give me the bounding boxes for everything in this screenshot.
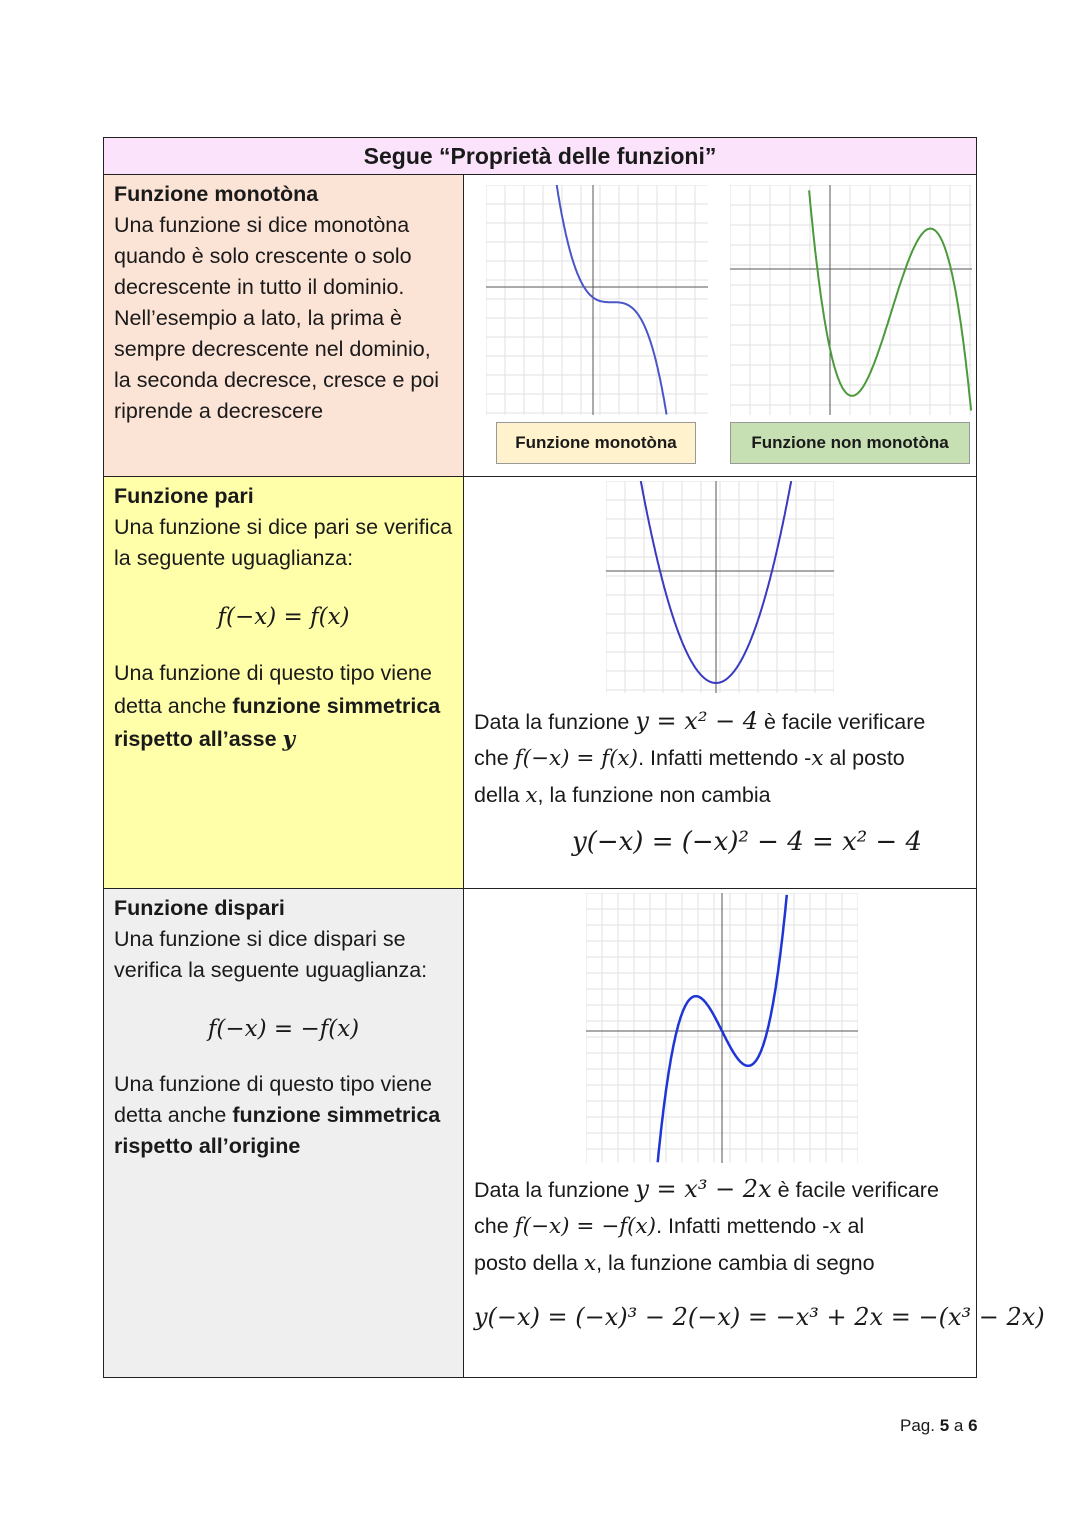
pari-description [104,477,464,889]
dispari-explanation [474,1171,974,1282]
dispari-heading: Funzione dispari [114,896,285,920]
footer-page: 5 [939,1416,950,1435]
dispari-description [104,889,464,1377]
page-number [900,1416,978,1436]
dispari-explain-d: . Infatti mettendo - [656,1214,830,1238]
label-monotona: Funzione monotòna [496,422,696,464]
pari-text2-bold: funzione simmetrica rispetto all’asse [114,694,441,751]
pari-example [464,477,976,889]
pari-text2: Una funzione di questo tipo viene detta anche [114,661,432,718]
footer-total: 6 [968,1416,978,1435]
parabola-graph [606,481,834,693]
page-title: Segue “Proprietà delle funzioni” [104,138,976,175]
dispari-explain-x: x [829,1214,842,1239]
dispari-explain-g: , la funzione cambia di segno [596,1251,875,1275]
footer-mid: a [949,1416,969,1435]
non-monotone-graph [730,185,972,415]
pari-formula: f(−x) = f(x) [217,604,350,630]
pari-symmetry-text [114,657,453,756]
pari-heading: Funzione pari [114,484,254,508]
dispari-explain-x2: x [583,1251,597,1276]
pari-explain-a: Data la funzione [474,710,636,734]
pari-explain-g: , la funzione non cambia [537,783,771,807]
dispari-text: Una funzione si dice dispari se verifica la seguente uguaglianza: [114,927,428,982]
pari-explain-x2: x [525,783,538,808]
monotona-heading: Funzione monotòna [114,182,319,206]
monotona-description [104,175,464,477]
pari-derivation: y(−x) = (−x)² − 4 = x² − 4 [572,827,923,857]
dispari-text2-bold: funzione simmetrica rispetto all’origine [114,1103,441,1158]
pari-explain-c: che [474,746,515,770]
dispari-text2: Una funzione di questo tipo viene detta anche [114,1072,432,1127]
pari-explain-x: x [811,746,824,771]
dispari-example [464,889,1045,1377]
pari-explain-d: . Infatti mettendo - [638,746,812,770]
dispari-explain-c: che [474,1214,515,1238]
pari-text: Una funzione si dice pari se verifica la seguente uguaglianza: [114,515,453,570]
pari-explanation [474,703,974,814]
pari-explain-f: della [474,783,526,807]
pari-axis-var: y [282,727,295,752]
pari-explain-e: al posto [823,746,905,770]
pari-explain-func: y = x² − 4 [635,707,759,735]
dispari-explain-a: Data la funzione [474,1178,636,1202]
dispari-explain-e: al [841,1214,865,1238]
monotona-text: Una funzione si dice monotòna quando è solo crescente o solo decrescente in tutto il dominio. Nell’esempio a lato, la prima è sempre decrescente nel dominio, la seconda decresce, cresce e poi riprende a decrescere [114,213,440,423]
dispari-explain-eq: f(−x) = −f(x) [514,1214,657,1239]
dispari-formula: f(−x) = −f(x) [207,1016,360,1042]
pari-explain-b: è facile verificare [758,710,926,734]
monotona-graphs [464,175,976,477]
dispari-explain-b: è facile verificare [771,1178,939,1202]
dispari-explain-func: y = x³ − 2x [635,1175,772,1203]
footer-prefix: Pag. [900,1416,940,1435]
label-non-monotona: Funzione non monotòna [730,422,970,464]
dispari-explain-f: posto della [474,1251,584,1275]
pari-explain-eq: f(−x) = f(x) [514,746,639,771]
dispari-symmetry-text [114,1069,453,1162]
monotone-graph [486,185,708,415]
properties-table [103,137,1045,1378]
cubic-graph [586,893,858,1163]
dispari-derivation: y(−x) = (−x)³ − 2(−x) = −x³ + 2x = −(x³ − 2x) [474,1303,1045,1331]
